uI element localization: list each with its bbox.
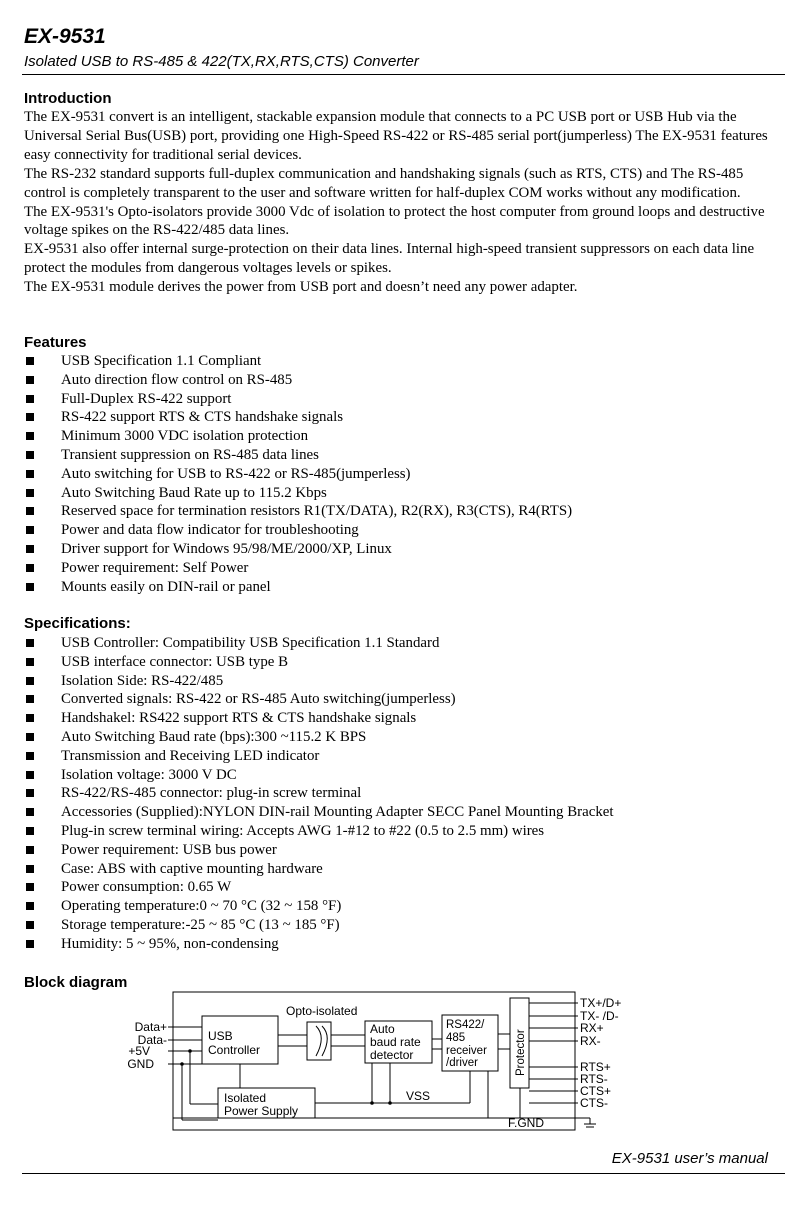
square-bullet-icon	[26, 639, 34, 647]
bullet-item	[24, 390, 784, 409]
square-bullet-icon	[26, 921, 34, 929]
specifications-list	[24, 634, 784, 954]
power-supply-label: Isolated	[224, 1091, 267, 1105]
block-diagram	[110, 988, 650, 1134]
auto-baud-label: detector	[370, 1048, 414, 1062]
bullet-item	[24, 484, 784, 503]
square-bullet-icon	[26, 940, 34, 948]
bullet-text: Power requirement: Self Power	[61, 559, 249, 576]
bullet-item	[24, 502, 784, 521]
bullet-text: Transient suppression on RS-485 data lines	[61, 446, 319, 463]
bullet-item	[24, 371, 784, 390]
intro-paragraph: The EX-9531's Opto-isolators provide 3000 Vdc of isolation to protect the host computer from ground loops and destructive voltage spikes on the RS-422/485 data lines.	[24, 203, 765, 239]
bullet-text: RS-422/RS-485 connector: plug-in screw terminal	[61, 785, 362, 802]
introduction-body	[24, 108, 784, 297]
bullet-text: Converted signals: RS-422 or RS-485 Auto switching(jumperless)	[61, 691, 456, 708]
model-title: EX-9531	[24, 25, 106, 48]
bullet-text: Power requirement: USB bus power	[61, 841, 277, 858]
bullet-text: Isolation Side: RS-422/485	[61, 672, 224, 689]
bullet-text: Isolation voltage: 3000 V DC	[61, 766, 237, 783]
features-heading: Features	[24, 334, 87, 351]
intro-paragraph: The EX-9531 module derives the power from USB port and doesn’t need any power adapter.	[24, 279, 578, 296]
square-bullet-icon	[26, 733, 34, 741]
square-bullet-icon	[26, 545, 34, 553]
bullet-text: Accessories (Supplied):NYLON DIN-rail Mounting Adapter SECC Panel Mounting Bracket	[61, 804, 614, 821]
footer-manual-title: EX-9531 user’s manual	[611, 1150, 768, 1167]
bullet-item	[24, 559, 784, 578]
bullet-text: Operating temperature:0 ~ 70 °C (32 ~ 158 °F)	[61, 898, 342, 915]
bullet-item	[24, 803, 784, 822]
bullet-item	[24, 935, 784, 954]
square-bullet-icon	[26, 883, 34, 891]
bullet-text: RS-422 support RTS & CTS handshake signals	[61, 409, 344, 426]
square-bullet-icon	[26, 658, 34, 666]
receiver-label: RS422/	[446, 1019, 485, 1031]
bullet-text: Auto switching for USB to RS-422 or RS-485(jumperless)	[61, 465, 411, 482]
square-bullet-icon	[26, 808, 34, 816]
vss-label: VSS	[406, 1089, 431, 1103]
output-label: TX+/D+	[580, 996, 622, 1010]
bullet-item	[24, 897, 784, 916]
square-bullet-icon	[26, 583, 34, 591]
square-bullet-icon	[26, 695, 34, 703]
square-bullet-icon	[26, 395, 34, 403]
bullet-item	[24, 766, 784, 785]
bullet-text: Power consumption: 0.65 W	[61, 879, 232, 896]
bullet-text: Auto Switching Baud rate (bps):300 ~115.2 K BPS	[61, 728, 367, 745]
square-bullet-icon	[26, 451, 34, 459]
intro-paragraph: The RS-232 standard supports full-duplex communication and handshaking signals (such as RTS, CTS) and The RS-485 control is completely transparent to the user and software written for half-duplex COM works without any modification.	[24, 165, 744, 201]
bullet-text: Case: ABS with captive mounting hardware	[61, 860, 323, 877]
product-subtitle: Isolated USB to RS-485 & 422(TX,RX,RTS,CTS) Converter	[24, 53, 419, 70]
bullet-item	[24, 916, 784, 935]
square-bullet-icon	[26, 789, 34, 797]
introduction-heading: Introduction	[24, 90, 112, 107]
bullet-text: USB Specification 1.1 Compliant	[61, 353, 262, 369]
bullet-item	[24, 841, 784, 860]
bullet-text: USB interface connector: USB type B	[61, 653, 289, 670]
bullet-text: Storage temperature:-25 ~ 85 °C (13 ~ 185 °F)	[61, 916, 340, 933]
bullet-text: Handshakel: RS422 support RTS & CTS handshake signals	[61, 710, 417, 727]
input-label: Data-	[137, 1033, 167, 1047]
bullet-item	[24, 653, 784, 672]
square-bullet-icon	[26, 846, 34, 854]
output-label: RX-	[580, 1034, 601, 1048]
intro-paragraph: EX-9531 also offer internal surge-protection on their data lines. Internal high-speed transient suppressors on each data line protect the modules from dangerous voltages levels or spikes.	[24, 241, 755, 277]
intro-paragraph: The EX-9531 convert is an intelligent, stackable expansion module that connects to a PC USB port or USB Hub via the Universal Serial Bus(USB) port, providing one High-Speed RS-422 or RS-485 serial port(jumperless) The EX-9531 features easy connectivity for traditional serial devices.	[24, 109, 768, 163]
bullet-item	[24, 521, 784, 540]
specifications-heading: Specifications:	[24, 615, 131, 632]
bullet-item	[24, 578, 784, 597]
opto-curve	[316, 1026, 321, 1056]
bullet-text: Driver support for Windows 95/98/ME/2000/XP, Linux	[61, 540, 392, 557]
square-bullet-icon	[26, 714, 34, 722]
receiver-label: 485	[446, 1032, 466, 1044]
bullet-item	[24, 728, 784, 747]
square-bullet-icon	[26, 507, 34, 515]
auto-baud-label: Auto	[370, 1022, 395, 1036]
bullet-text: Plug-in screw terminal wiring: Accepts AWG 1-#12 to #22 (0.5 to 2.5 mm) wires	[61, 822, 545, 839]
input-label: GND	[127, 1057, 154, 1071]
square-bullet-icon	[26, 902, 34, 910]
output-label: CTS-	[580, 1096, 608, 1110]
bullet-text: USB Controller: Compatibility USB Specification 1.1 Standard	[61, 635, 440, 651]
square-bullet-icon	[26, 357, 34, 365]
bullet-item	[24, 540, 784, 559]
bullet-text: Mounts easily on DIN-rail or panel	[61, 578, 271, 595]
output-label: RTS-	[580, 1072, 608, 1086]
bullet-item	[24, 408, 784, 427]
bullet-item	[24, 690, 784, 709]
square-bullet-icon	[26, 376, 34, 384]
receiver-label: receiver	[446, 1045, 487, 1057]
bullet-text: Full-Duplex RS-422 support	[61, 390, 232, 407]
bullet-text: Power and data flow indicator for troubleshooting	[61, 522, 359, 539]
bullet-item	[24, 465, 784, 484]
output-label: RX+	[580, 1021, 604, 1035]
square-bullet-icon	[26, 752, 34, 760]
bullet-text: Reserved space for termination resistors R1(TX/DATA), R2(RX), R3(CTS), R4(RTS)	[61, 503, 573, 520]
bullet-item	[24, 427, 784, 446]
features-list	[24, 352, 784, 596]
bullet-text: Auto direction flow control on RS-485	[61, 371, 293, 388]
bullet-item	[24, 672, 784, 691]
opto-label: Opto-isolated	[286, 1004, 358, 1018]
bullet-text: Transmission and Receiving LED indicator	[61, 747, 320, 764]
bullet-item	[24, 860, 784, 879]
block-diagram-heading: Block diagram	[24, 974, 128, 991]
square-bullet-icon	[26, 470, 34, 478]
square-bullet-icon	[26, 413, 34, 421]
fgnd-label: F.GND	[508, 1116, 544, 1130]
bullet-item	[24, 747, 784, 766]
bullet-item	[24, 634, 784, 653]
bullet-item	[24, 352, 784, 371]
square-bullet-icon	[26, 827, 34, 835]
bullet-text: Humidity: 5 ~ 95%, non-condensing	[61, 935, 279, 952]
protector-label: Protector	[515, 1029, 527, 1076]
auto-baud-label: baud rate	[370, 1035, 421, 1049]
bullet-item	[24, 822, 784, 841]
square-bullet-icon	[26, 526, 34, 534]
usb-controller-label: USB	[208, 1029, 233, 1043]
receiver-label: /driver	[446, 1057, 478, 1069]
square-bullet-icon	[26, 489, 34, 497]
square-bullet-icon	[26, 677, 34, 685]
bullet-item	[24, 709, 784, 728]
usb-controller-label: Controller	[208, 1043, 261, 1057]
bullet-text: Minimum 3000 VDC isolation protection	[61, 428, 309, 445]
square-bullet-icon	[26, 865, 34, 873]
square-bullet-icon	[26, 432, 34, 440]
output-label: RTS+	[580, 1060, 611, 1074]
top-rule	[22, 74, 785, 75]
output-label: CTS+	[580, 1084, 612, 1098]
power-supply-label: Power Supply	[224, 1104, 299, 1118]
output-label: TX- /D-	[580, 1009, 619, 1023]
square-bullet-icon	[26, 771, 34, 779]
opto-curve	[322, 1026, 327, 1056]
bullet-item	[24, 878, 784, 897]
bottom-rule	[22, 1173, 785, 1174]
square-bullet-icon	[26, 564, 34, 572]
input-label: +5V	[128, 1044, 150, 1058]
bullet-text: Auto Switching Baud Rate up to 115.2 Kbps	[61, 484, 327, 501]
bullet-item	[24, 784, 784, 803]
input-label: Data+	[134, 1020, 167, 1034]
bullet-item	[24, 446, 784, 465]
